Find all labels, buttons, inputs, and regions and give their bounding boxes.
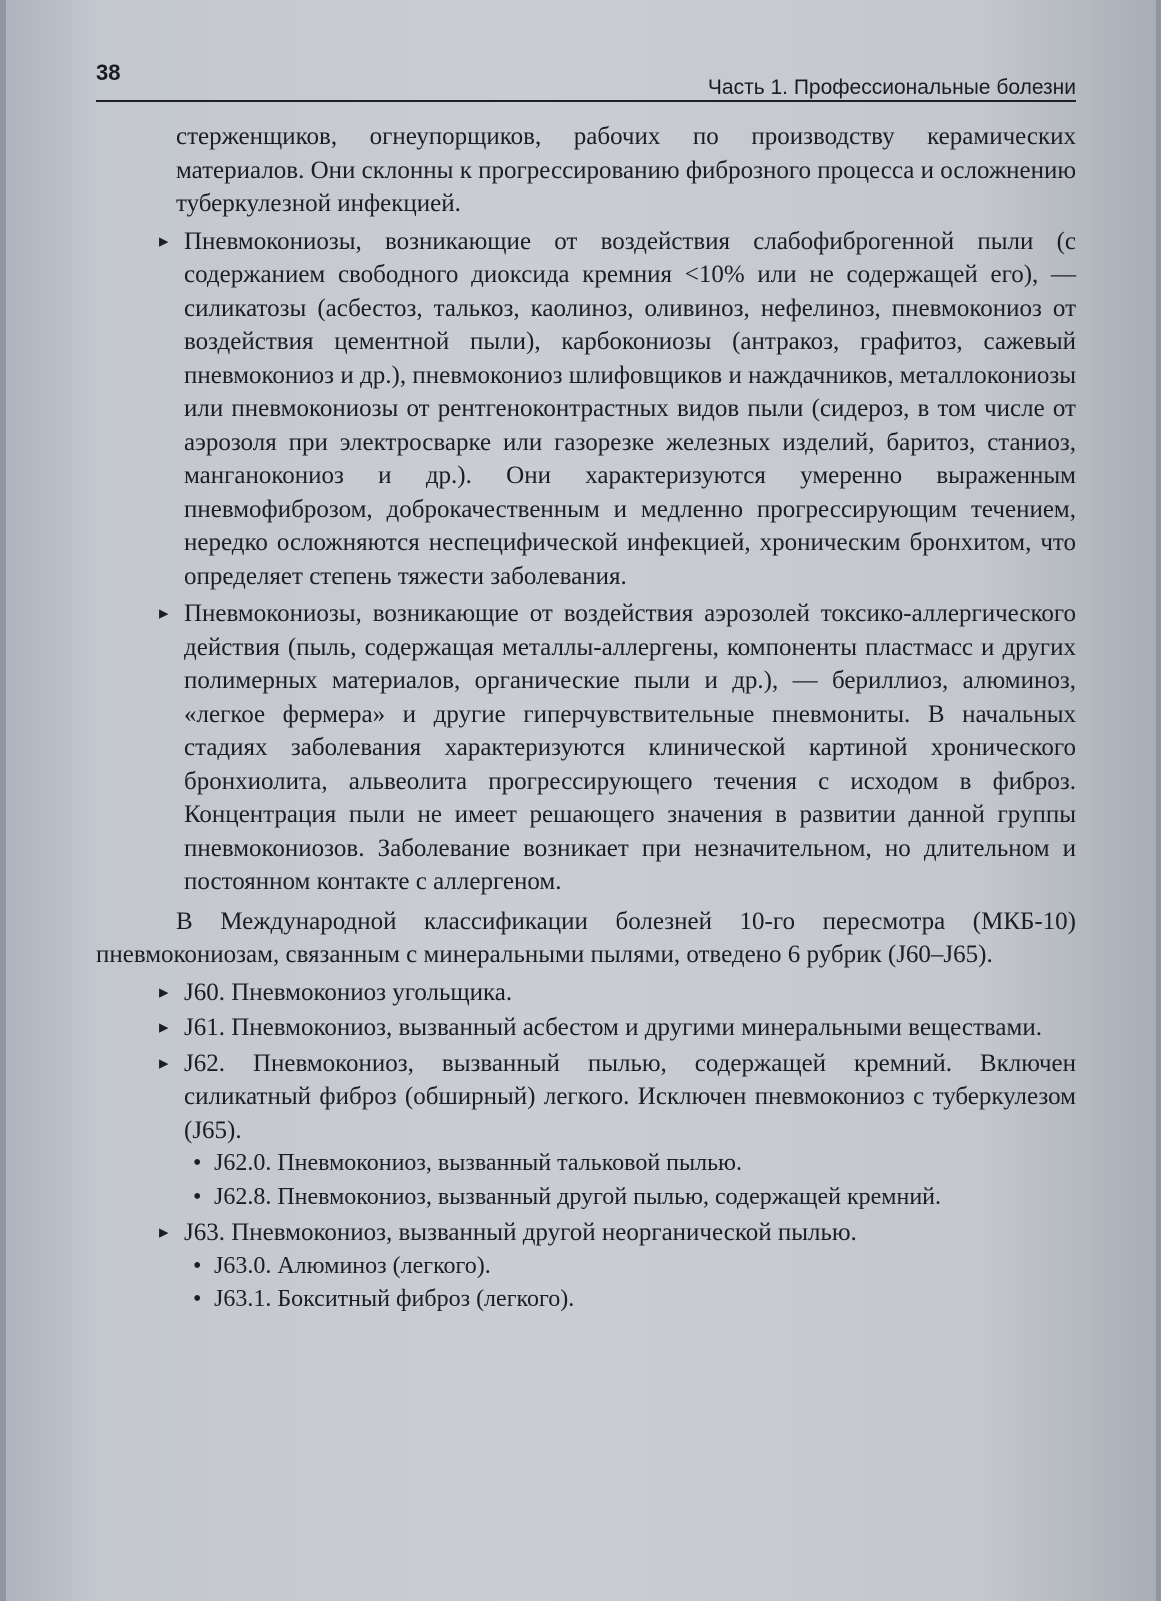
header-rule <box>96 100 1076 102</box>
page-content <box>96 120 1076 1317</box>
icd-item-text: J62. Пневмокониоз, вызванный пылью, содержащей кремний. Включен силикатный фиброз (обширный) легкого. Исключен пневмокониоз с туберкулезом (J65). <box>184 1049 1076 1144</box>
book-page <box>6 0 1156 1601</box>
icd-item-text: J60. Пневмокониоз угольщика. <box>184 978 513 1006</box>
triangle-bullet-icon: ▸ <box>159 1222 169 1243</box>
triangle-bullet-icon: ▸ <box>159 230 169 252</box>
page-number: 38 <box>96 60 121 85</box>
list-item <box>96 597 1076 899</box>
list-item <box>96 225 1076 594</box>
icd-subitem-j62-0 <box>96 1147 1076 1181</box>
dot-bullet-icon: • <box>193 1183 202 1210</box>
dot-bullet-icon: • <box>193 1150 202 1176</box>
icd-item-j61 <box>96 1011 1076 1045</box>
icd-item-j60 <box>96 976 1076 1010</box>
triangle-bullet-icon: ▸ <box>159 981 169 1003</box>
paragraph-text: стерженщиков, огнеупорщиков, рабочих по производству керамических материалов. Они склонны к прогрессированию фиброзного процесса и осложнению туберкулезной инфекцией. <box>176 123 1076 217</box>
icd-subitem-text: J62.0. Пневмокониоз, вызванный тальковой пылью. <box>214 1150 742 1176</box>
icd-subitem-j63-1 <box>96 1283 1076 1317</box>
triangle-bullet-icon: ▸ <box>159 1017 169 1038</box>
list-item-text: Пневмокониозы, возникающие от воздействия слабофиброгенной пыли (с содержанием свободного диоксида кремния <10% или не содержащей его), — силикатозы (асбестоз, талькоз, каолиноз, оливиноз, нефелиноз, пневмокониоз от воздействия цементной пыли), карбокониозы (антракоз, графитоз, сажевый пневмокониоз и др.), пневмокониоз шлифовщиков и наждачников, металлокониозы или пневмокониозы от рентгеноконтрастных видов пыли (сидероз, в том числе от аэрозоля при электросварке или газорезке железных изделий, баритоз, станиоз, манганокониоз и др.). Они характеризуются умеренно выраженным пневмофиброзом, доброкачественным и медленно прогрессирующим течением, нередко осложняются неспецифической инфекцией, хроническим бронхитом, что определяет степень тяжести заболевания. <box>184 227 1076 590</box>
icd-item-text: J63. Пневмокониоз, вызванный другой неорганической пылью. <box>184 1219 857 1246</box>
triangle-bullet-icon: ▸ <box>159 603 169 624</box>
icd-item-text: J61. Пневмокониоз, вызванный асбестом и другими минеральными веществами. <box>184 1014 1042 1041</box>
icd-subitem-j62-8 <box>96 1181 1076 1215</box>
page-header <box>96 56 1076 100</box>
triangle-bullet-icon: ▸ <box>159 1052 169 1074</box>
icd-item-j62 <box>96 1047 1076 1148</box>
dot-bullet-icon: • <box>193 1252 202 1279</box>
continuation-paragraph <box>96 120 1076 221</box>
running-head: Часть 1. Профессиональные болезни <box>707 76 1076 99</box>
icd-paragraph: В Международной классификации болезней 10-го пересмотра (МКБ-10) пневмокониозам, связанным с минеральными пылями, отведено 6 рубрик (J60–J65). <box>96 907 1076 968</box>
dot-bullet-icon: • <box>193 1286 202 1312</box>
icd-subitem-text: J63.1. Бокситный фиброз (легкого). <box>214 1286 575 1312</box>
icd-subitem-text: J63.0. Алюминоз (легкого). <box>214 1252 491 1279</box>
icd-subitem-j63-0 <box>96 1250 1076 1284</box>
list-item-text: Пневмокониозы, возникающие от воздействия аэрозолей токсико-аллергического действия (пыль, содержащая металлы-аллергены, компоненты пластмасс и других полимерных материалов, органические пыли и др.), — бериллиоз, алюминоз, «легкое фермера» и другие гиперчувствительные пневмониты. В начальных стадиях заболевания характеризуются клинической картиной хронического бронхиолита, альвеолита прогрессирующего течения с исходом в фиброз. Концентрация пыли не имеет решающего значения в развитии данной группы пневмокониозов. Заболевание возникает при незначительном, но длительном и постоянном контакте с аллергеном. <box>184 600 1076 895</box>
icd-item-j63 <box>96 1216 1076 1250</box>
icd-subitem-text: J62.8. Пневмокониоз, вызванный другой пылью, содержащей кремний. <box>214 1183 942 1210</box>
